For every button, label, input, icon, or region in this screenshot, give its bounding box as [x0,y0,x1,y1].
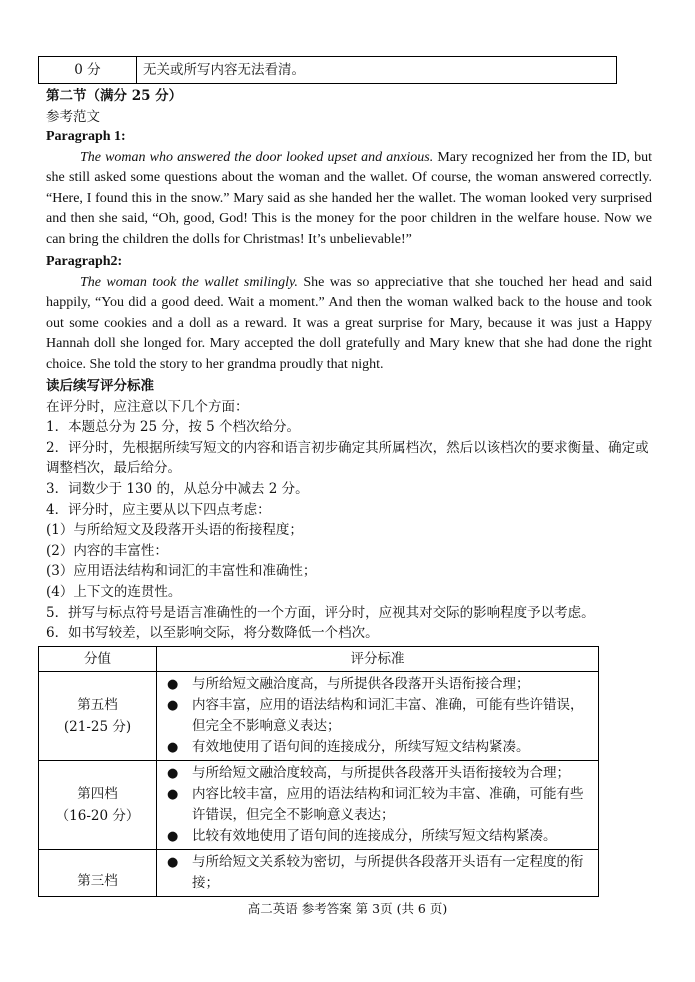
list-item: ● 与所给短文融洽度较高，与所提供各段落开头语衔接较为合理； [157,763,592,784]
paragraph-two [46,252,652,376]
bullet-icon: ● [167,829,179,844]
section-two [46,86,652,127]
table-row-level-5 [39,672,599,761]
rule-1: 1．本题总分为 25 分，按 5 个档次给分。 [46,419,301,436]
list-item: ● 内容比较丰富，应用的语法结构和词汇较为丰富、准确，可能有些许错误，但完全不影响意义表达； [167,786,584,823]
level-5-range: (21-25 分) [63,719,132,735]
paragraph-one-text [46,148,652,251]
list-item: ● 与所给短文关系较为密切，与所提供各段落开头语有一定程度的衔接； [167,854,584,891]
bullet-icon: ● [167,766,179,781]
criteria-section [46,376,652,644]
level-3-name: 第三档 [77,873,118,889]
paragraph-two-label: Paragraph2: [46,254,123,269]
level-5-criteria [157,672,599,761]
paragraph-two-text [46,273,652,376]
criteria-intro: 在评分时，应注意以下几个方面： [46,398,249,415]
paragraph-two-lead: The woman took the wallet smilingly. [80,274,298,290]
paragraph-one-label: Paragraph 1: [46,129,126,144]
paragraph-one-lead: The woman who answered the door looked upset and anxious. [80,149,434,165]
bullet-icon: ● [167,677,179,692]
list-item: ● 内容丰富，应用的语法结构和词汇丰富、准确，可能有些许错误，但完全不影响意义表达； [167,697,584,734]
header-criteria: 评分标准 [157,647,599,672]
rule-4-sub-3: (3）应用语法结构和词汇的丰富性和准确性； [46,563,317,580]
bullet-icon: ● [167,855,179,870]
table-header-row [39,647,599,672]
bullet-icon: ● [167,698,179,713]
level-5-cell [39,672,157,761]
rule-3: 3．词数少于 130 的，从总分中减去 2 分。 [46,480,309,497]
rule-4-sub-4: (4）上下文的连贯性。 [46,583,182,600]
level-5-name: 第五档 [77,697,118,713]
table-row-level-4 [39,761,599,850]
page-footer: 高二英语 参考答案 第 3页 (共 6 页) [247,901,448,916]
list-item: ● 有效地使用了语句间的连接成分，所续写短文结构紧凑。 [157,737,592,758]
score-description: 无关或所写内容无法看清。 [143,62,305,78]
score-cell: 0 分 [39,57,137,83]
level-4-name: 第四档 [77,786,118,802]
paragraph-one [46,127,652,251]
table-row-level-3 [39,850,599,897]
sample-label: 参考范文 [46,108,100,125]
rule-6: 6．如书写较差，以至影响交际，将分数降低一个档次。 [46,625,379,642]
paragraph-one-body: Mary recognized her from the ID, but she still asked some questions about the woman and the wallet. Of course, the woman answered correctly. “Here, I found this in the snow.” Mary said as she handed her the wallet. The woman looked very surprised and then she said, “Oh, good, God! This is the money for the poor children in the welfare house. Now we can bring the children the dolls for Christmas! It’s unbelievable!” [46,149,652,247]
list-item: ● 比较有效地使用了语句间的连接成分，所续写短文结构紧凑。 [157,826,592,847]
level-4-range: （16-20 分） [55,808,140,824]
criteria-title: 读后续写评分标准 [46,378,154,394]
list-item: ● 与所给短文融洽度高，与所提供各段落开头语衔接合理； [157,674,592,695]
rule-2: 2．评分时，先根据所续写短文的内容和语言初步确定其所属档次，然后以该档次的要求衡量、确定或调整档次，最后给分。 [46,439,649,477]
score-row-zero [38,56,617,84]
bullet-icon: ● [167,787,179,802]
section-title: 第二节（满分 25 分） [46,88,183,104]
rule-4-sub-2: (2）内容的丰富性： [46,542,168,559]
level-4-cell [39,761,157,850]
bullet-icon: ● [167,740,179,755]
scoring-table [38,646,599,897]
level-3-cell [39,850,157,897]
paragraph-two-body: She was so appreciative that she touched her head and said happily, “You did a good deed. Wait a moment.” And then the woman walked back to the house and took out some cookies and a doll as a reward. It was a great surprise for Mary, because it was just a Happy Hannah doll she longed for. Mary accepted the doll gratefully and Mary knew that she had done the right choice. She told the story to her grandma proudly that night. [46,274,652,372]
level-3-criteria [157,850,599,897]
level-4-criteria [157,761,599,850]
rule-4-sub-1: (1）与所给短文及段落开头语的衔接程度； [46,522,303,539]
rule-4: 4．评分时，应主要从以下四点考虑： [46,501,271,518]
rule-5: 5．拼写与标点符号是语言准确性的一个方面，评分时，应视其对交际的影响程度予以考虑。 [46,604,595,621]
header-score: 分值 [39,647,157,672]
